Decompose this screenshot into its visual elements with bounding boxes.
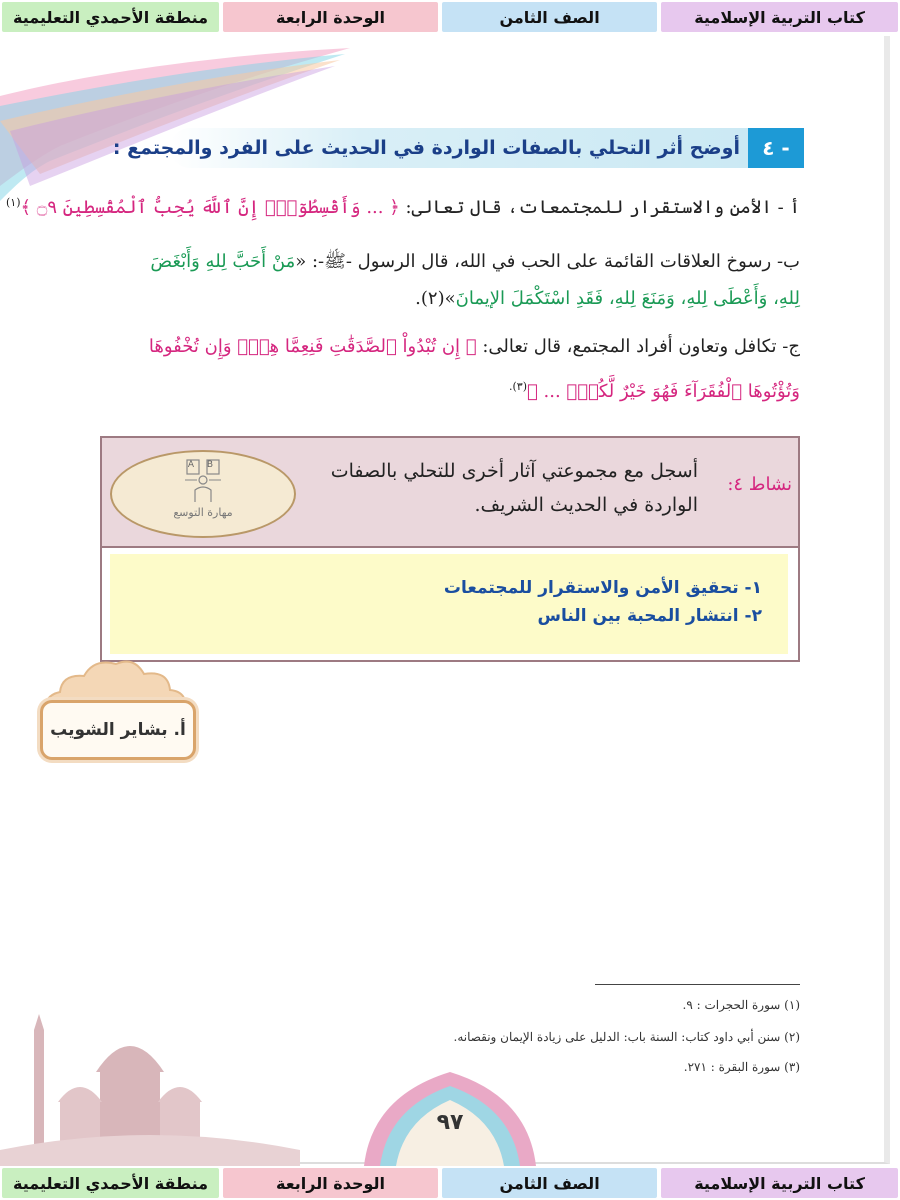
answer-line-2: ٢- انتشار المحبة بين الناس <box>537 606 762 626</box>
footnote-3: (٣) سورة البقرة : ٢٧١. <box>683 1060 800 1074</box>
footer-grade: الصف الثامن <box>442 1168 657 1198</box>
author-badge <box>40 700 196 760</box>
item-c-ref: (٣). <box>508 380 527 393</box>
item-c-verse-1: ﴿ إِن تُبْدُواْ ٱلصَّدَقَٰتِ فَنِعِمَّا هِيَۖ وَإِن تُخْفُوهَا <box>148 336 477 357</box>
item-b-ref: »(٢). <box>415 288 456 309</box>
item-a-verse: ﴿ ... وَأَقْسِطُوٓاْۖ إِنَّ ٱللَّهَ يُحِبُّ ٱلْمُقْسِطِينَ ۝٩ ﴾ <box>20 197 400 218</box>
footnote-2: (٢) سنن أبي داود كتاب: السنة باب: الدليل على زيادة الإيمان ونقصانه. <box>453 1030 800 1044</box>
activity-label: نشاط ٤: <box>727 474 792 495</box>
bottom-header-bar <box>0 1166 900 1200</box>
question-number: ٤ - <box>748 128 804 168</box>
skill-icon-text: A B <box>187 460 219 470</box>
item-b-line-1 <box>150 250 800 276</box>
activity-text: أسجل مع مجموعتي آثار أخرى للتحلي بالصفات الواردة في الحديث الشريف. <box>330 460 698 516</box>
mosque-silhouette <box>0 1010 300 1166</box>
skill-label: مهارة التوسع <box>173 506 233 519</box>
skill-badge <box>110 450 296 538</box>
item-b-hadith-1: مَنْ أَحَبَّ لِلهِ وَأَبْغَضَ <box>150 251 296 272</box>
footnote-1: (١) سورة الحجرات : ٩. <box>682 998 800 1012</box>
footnote-rule <box>595 984 800 985</box>
activity-header <box>102 438 798 548</box>
item-a-ref: (١) <box>5 196 21 209</box>
item-b-hadith-2: لِلهِ، وَأَعْطَى لِلهِ، وَمَنَعَ لِلهِ، فَقَدِ اسْتَكْمَلَ الإيمانَ <box>455 288 800 309</box>
top-header-bar <box>0 0 900 34</box>
question-text: أوضح أثر التحلي بالصفات الواردة في الحديث على الفرد والمجتمع : <box>112 137 740 159</box>
activity-box <box>100 436 800 662</box>
item-a-intro: أ - الأمن والاستقرار للمجتمعات، قال تعالى: <box>399 197 800 218</box>
item-c-verse-2: وَتُؤْتُوهَا ٱلْفُقَرَآءَ فَهُوَ خَيْرٌ لَّكُمْۚ ... ﴾ <box>527 381 800 402</box>
header-grade: الصف الثامن <box>442 2 657 32</box>
footer-book: كتاب التربية الإسلامية <box>661 1168 898 1198</box>
item-c-line-2 <box>509 380 800 402</box>
item-b-intro: ب- رسوخ العلاقات القائمة على الحب في الله، قال الرسول -ﷺ-: « <box>295 251 800 272</box>
page-number: ٩٧ <box>436 1110 464 1135</box>
header-unit: الوحدة الرابعة <box>223 2 438 32</box>
footer-region: منطقة الأحمدي التعليمية <box>2 1168 219 1198</box>
item-a <box>6 196 800 218</box>
footer-unit: الوحدة الرابعة <box>223 1168 438 1198</box>
ribbon-decoration <box>0 36 360 206</box>
answer-line-1: ١- تحقيق الأمن والاستقرار للمجتمعات <box>443 578 762 598</box>
item-c-line-1 <box>149 336 800 357</box>
header-book: كتاب التربية الإسلامية <box>661 2 898 32</box>
item-c-intro: ج- تكافل وتعاون أفراد المجتمع، قال تعالى: <box>476 336 800 357</box>
answer-box <box>110 554 788 654</box>
header-region: منطقة الأحمدي التعليمية <box>2 2 219 32</box>
item-b-line-2 <box>415 288 800 309</box>
author-name: أ. بشاير الشويب <box>50 720 186 740</box>
